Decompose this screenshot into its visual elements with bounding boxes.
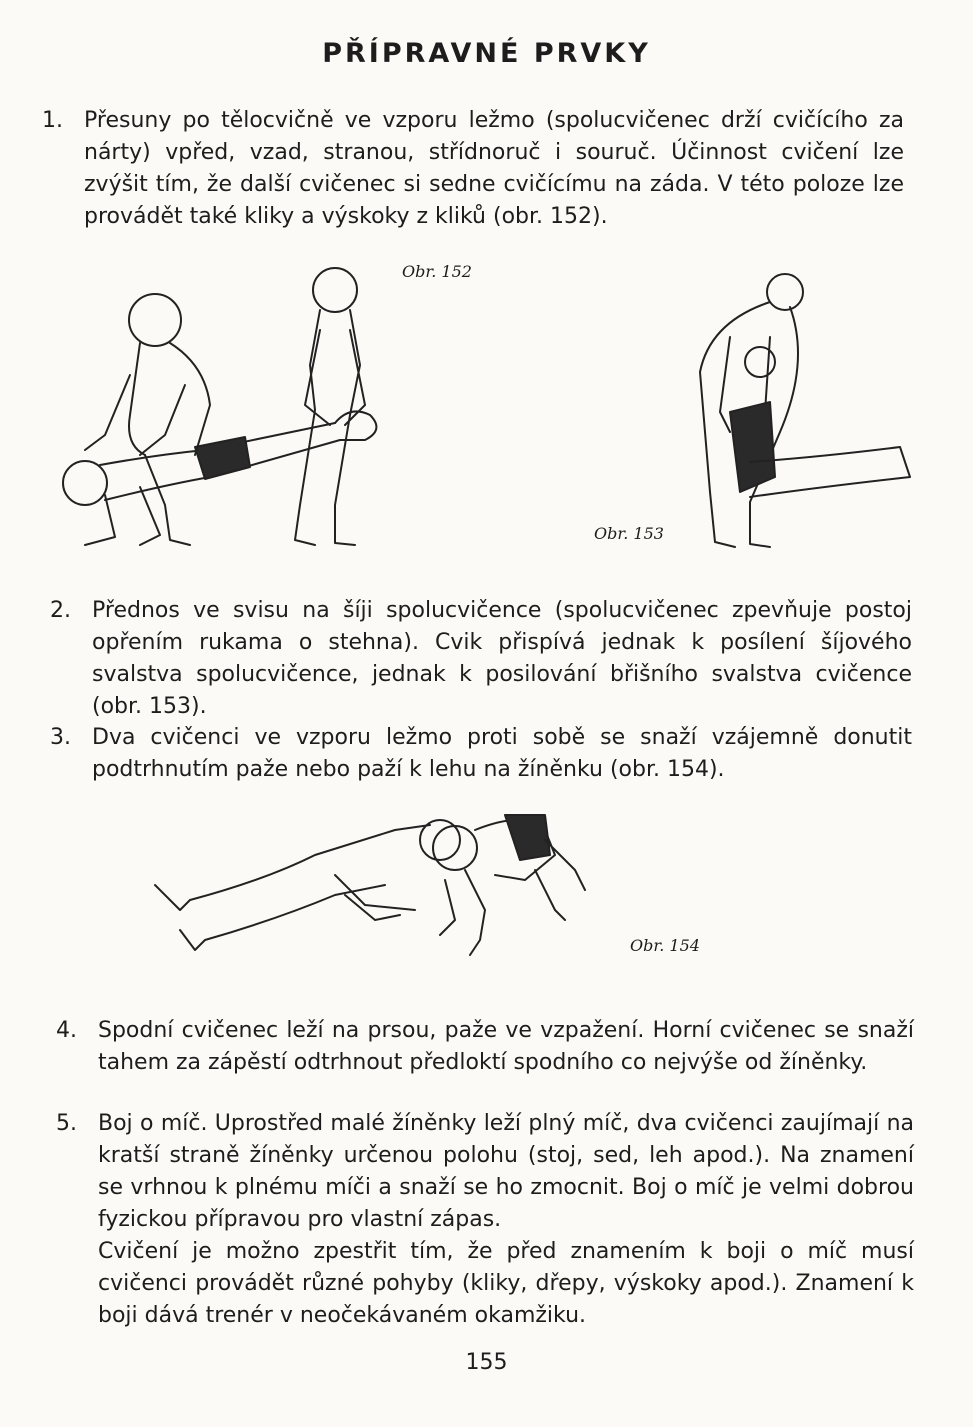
figure-153-caption: Obr. 153 (594, 524, 664, 543)
item-paragraph: Přednos ve svisu na šíji spolucvičence (spolucvičenec zpevňuje postoj opřením rukama o stehna). Cvik přispívá jednak k posílení šíjového svalstva spolucvičence, jednak k posilování břišního svalstva cvičence (obr. 153). (92, 598, 912, 719)
item-paragraph: Spodní cvičenec leží na prsou, paže ve vzpažení. Horní cvičenec se snaží tahem za zápěstí odtrhnout předloktí spodního co nejvýše od žíněnky. (98, 1018, 914, 1075)
item-text (98, 1015, 914, 1079)
item-paragraph: Přesuny po tělocvičně ve vzporu ležmo (spolucvičenec drží cvičícího za nárty) vpřed, vzad, stranou, střídnoruč i souruč. Účinnost cvičení lze zvýšit tím, že další cvičenec si sedne cvičícímu na záda. V této poloze lze provádět také kliky a výskoky z kliků (obr. 152). (84, 108, 904, 229)
page-title: PŘÍPRAVNÉ PRVKY (322, 38, 651, 69)
item-text (98, 1108, 914, 1332)
list-item-1 (42, 105, 904, 233)
item-paragraph: Dva cvičenci ve vzporu ležmo proti sobě se snaží vzájemně donutit podtrhnutím paže nebo paží k lehu na žíněnku (obr. 154). (92, 725, 912, 782)
item-number: 2. (50, 598, 71, 623)
item-text (92, 595, 912, 723)
item-paragraph: Cvičení je možno zpestřit tím, že před znamením k boji o míč musí cvičenci provádět různé pohyby (kliky, dřepy, výskoky apod.). Znamení k boji dává trenér v neočekávaném okamžiku. (98, 1239, 914, 1328)
item-text (84, 105, 904, 233)
item-number: 4. (56, 1018, 77, 1043)
list-item-4 (56, 1015, 914, 1079)
item-number: 3. (50, 725, 71, 750)
figure-153-illustration (670, 262, 920, 562)
item-text (92, 722, 912, 786)
item-paragraph: Boj o míč. Uprostřed malé žíněnky leží plný míč, dva cvičenci zaujímají na kratší straně žíněnky určenou polohu (stoj, sed, leh apod.). Na znamení se vrhnou k plnému míči a snaží se ho zmocnit. Boj o míč je velmi dobrou fyzickou přípravou pro vlastní zápas. (98, 1111, 914, 1232)
list-item-5 (56, 1108, 914, 1332)
page-number: 155 (465, 1350, 508, 1375)
list-item-2 (50, 595, 912, 723)
item-number: 1. (42, 108, 63, 133)
figure-154-illustration (145, 800, 605, 980)
figure-154-caption: Obr. 154 (630, 936, 700, 955)
item-number: 5. (56, 1111, 77, 1136)
figure-152-illustration (45, 255, 395, 555)
list-item-3 (50, 722, 912, 786)
figure-152-caption: Obr. 152 (402, 262, 472, 281)
